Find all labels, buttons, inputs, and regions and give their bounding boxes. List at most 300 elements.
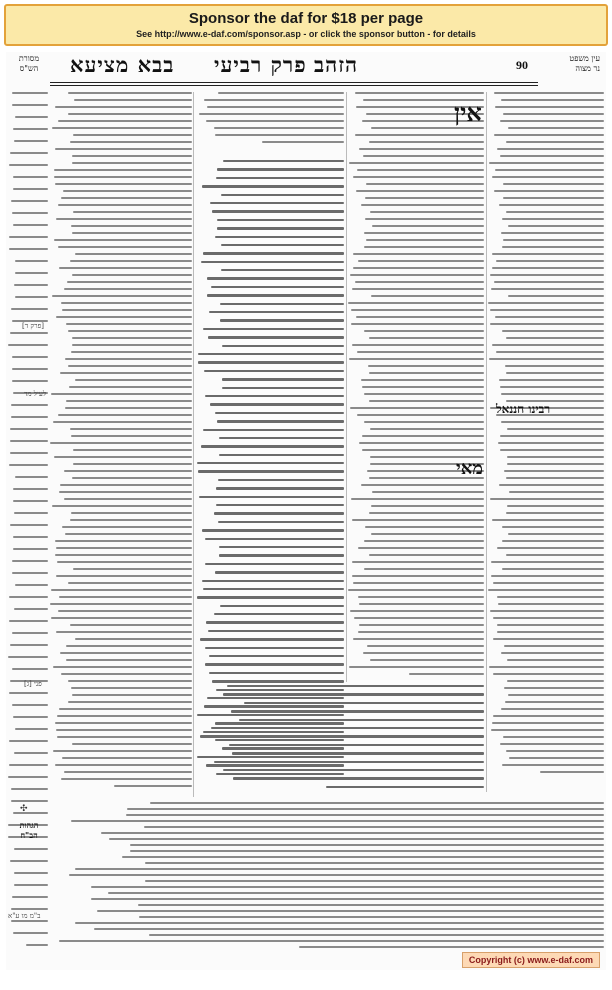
text-line (198, 470, 344, 472)
text-line (61, 778, 192, 780)
text-line (498, 603, 604, 605)
chapter-title: פרק רביעי (214, 52, 307, 77)
text-line (59, 491, 192, 493)
text-line (488, 589, 604, 591)
text-line (494, 281, 604, 283)
text-line (91, 898, 604, 900)
text-line (371, 505, 484, 507)
text-line (500, 155, 604, 157)
text-line (219, 546, 344, 548)
text-line (508, 694, 604, 696)
text-line (55, 722, 192, 724)
text-line (499, 379, 604, 381)
text-line (72, 694, 192, 696)
text-line (208, 336, 344, 338)
text-line (369, 512, 484, 514)
text-line (227, 685, 484, 687)
text-line (73, 134, 192, 136)
text-line (73, 211, 192, 213)
text-line (490, 309, 604, 311)
text-line (216, 504, 344, 506)
text-line (365, 197, 484, 199)
text-line (358, 260, 484, 262)
text-line (212, 680, 344, 682)
text-line (501, 421, 604, 423)
text-line (14, 284, 48, 286)
text-line (150, 802, 605, 804)
text-line (13, 224, 48, 226)
text-line (70, 141, 192, 143)
text-line (9, 596, 48, 598)
text-line (507, 680, 604, 682)
text-line (490, 610, 604, 612)
text-line (205, 663, 344, 665)
text-line (52, 295, 192, 297)
text-line (502, 764, 604, 766)
text-line (114, 785, 192, 787)
text-line (500, 743, 604, 745)
text-line (12, 560, 48, 562)
text-line (503, 197, 604, 199)
text-line (215, 412, 344, 414)
text-line (489, 162, 604, 164)
text-line (500, 120, 604, 122)
text-line (61, 302, 192, 304)
text-line (59, 708, 192, 710)
text-line (214, 613, 344, 615)
text-line (210, 202, 344, 204)
divider-2 (346, 92, 347, 682)
text-line (495, 106, 604, 108)
divider-1 (193, 92, 194, 797)
text-line (62, 757, 192, 759)
text-line (220, 319, 344, 321)
text-line (199, 113, 344, 115)
text-line (12, 212, 48, 214)
text-line (58, 414, 192, 416)
text-line (244, 702, 484, 704)
text-line (214, 127, 344, 129)
text-line (9, 740, 48, 742)
text-line (53, 421, 192, 423)
text-line (501, 99, 604, 101)
text-line (369, 141, 484, 143)
text-line (12, 92, 48, 94)
text-line (507, 463, 604, 465)
text-line (490, 323, 604, 325)
text-line (11, 800, 49, 802)
text-line (506, 141, 604, 143)
rashi-column (348, 92, 484, 682)
text-line (500, 386, 604, 388)
text-line (14, 872, 48, 874)
text-line (364, 246, 484, 248)
text-line (14, 512, 48, 514)
text-line (352, 575, 484, 577)
text-line (221, 244, 344, 246)
text-line (351, 309, 484, 311)
text-line (144, 826, 604, 828)
text-line (368, 365, 484, 367)
text-line (509, 757, 604, 759)
text-line (503, 239, 604, 241)
text-line (201, 261, 344, 263)
text-line (59, 267, 192, 269)
text-line (9, 692, 48, 694)
text-line (497, 596, 604, 598)
text-line (50, 442, 192, 444)
text-line (69, 874, 604, 876)
text-line (130, 844, 604, 846)
text-line (361, 484, 484, 486)
text-line (366, 183, 484, 185)
text-line (66, 645, 192, 647)
text-line (97, 910, 604, 912)
page-number: 90 (516, 58, 528, 72)
text-line (205, 538, 344, 540)
text-line (57, 715, 192, 717)
second-opening-word: מאי (456, 458, 483, 479)
text-line (72, 743, 192, 745)
text-line (56, 575, 192, 577)
text-line (350, 407, 484, 409)
text-line (372, 225, 484, 227)
text-line (206, 621, 344, 623)
text-line (350, 274, 484, 276)
text-line (219, 437, 344, 439)
text-line (198, 361, 344, 363)
text-line (55, 764, 192, 766)
text-line (207, 106, 344, 108)
text-line (363, 652, 484, 654)
text-line (497, 148, 604, 150)
text-line (60, 652, 192, 654)
text-line (15, 728, 48, 730)
text-line (351, 498, 484, 500)
text-line (507, 659, 604, 661)
text-line (363, 155, 484, 157)
text-line (359, 624, 484, 626)
text-line (14, 884, 48, 886)
text-line (222, 378, 344, 380)
text-line (10, 860, 48, 862)
text-line (506, 211, 604, 213)
text-line (91, 886, 604, 888)
text-line (11, 416, 48, 418)
text-line (199, 496, 344, 498)
text-line (204, 99, 344, 101)
text-line (356, 190, 484, 192)
text-line (499, 204, 604, 206)
text-line (139, 916, 604, 918)
text-line (222, 345, 344, 347)
text-line (71, 687, 192, 689)
text-line (502, 568, 604, 570)
text-line (9, 248, 48, 250)
rabbenu-chananel-heading: רבינו חננאל (496, 402, 551, 416)
text-line (492, 722, 604, 724)
text-line (8, 656, 48, 658)
text-line (53, 666, 192, 668)
text-line (14, 608, 48, 610)
text-line (73, 463, 192, 465)
text-line (68, 365, 192, 367)
text-line (12, 632, 48, 634)
text-line (223, 769, 484, 771)
text-line (218, 521, 344, 523)
text-line (503, 736, 604, 738)
sponsor-banner[interactable] (4, 4, 608, 46)
text-line (60, 484, 192, 486)
text-line (68, 582, 192, 584)
text-line (64, 470, 192, 472)
text-line (353, 176, 484, 178)
text-line (72, 344, 192, 346)
text-line (494, 190, 604, 192)
text-line (58, 246, 192, 248)
text-line (233, 777, 484, 779)
text-line (11, 200, 48, 202)
text-line (14, 140, 48, 142)
text-line (502, 330, 604, 332)
text-line (353, 638, 484, 640)
text-line (9, 464, 48, 466)
text-line (219, 454, 344, 456)
text-line (501, 393, 604, 395)
text-line (502, 246, 604, 248)
text-line (204, 370, 344, 372)
text-line (10, 524, 48, 526)
text-line (13, 536, 48, 538)
margin-note-1: [פרק ד] (22, 322, 44, 330)
text-line (14, 848, 48, 850)
text-line (215, 134, 344, 136)
text-line (10, 428, 48, 430)
text-line (13, 128, 48, 130)
text-line (504, 470, 604, 472)
text-line (505, 701, 604, 703)
text-line (218, 479, 344, 481)
text-line (54, 456, 192, 458)
text-line (70, 624, 192, 626)
text-line (359, 442, 484, 444)
text-line (59, 940, 604, 942)
text-line (217, 168, 344, 170)
text-line (490, 274, 604, 276)
text-line (13, 548, 48, 550)
text-line (9, 236, 48, 238)
text-line (504, 687, 604, 689)
text-line (12, 356, 48, 358)
text-line (221, 194, 344, 196)
text-line (67, 281, 192, 283)
divider-3 (486, 92, 487, 792)
text-line (202, 580, 344, 582)
text-line (348, 302, 484, 304)
text-line (127, 808, 604, 810)
text-line (357, 169, 484, 171)
opening-word: אין (454, 98, 482, 127)
margin-note-2: לעיל מד (24, 390, 47, 398)
text-line (197, 462, 344, 464)
text-line (231, 710, 484, 712)
text-line (355, 134, 484, 136)
text-line (130, 850, 604, 852)
text-line (51, 393, 192, 395)
ein-mishpat-label: עין משפט נר מצוה (569, 54, 600, 73)
text-line (72, 232, 192, 234)
text-line (352, 344, 484, 346)
text-line (13, 812, 48, 814)
text-line (504, 645, 604, 647)
text-line (506, 337, 604, 339)
text-line (409, 673, 484, 675)
text-line (72, 155, 192, 157)
text-line (506, 477, 604, 479)
text-line (209, 655, 344, 657)
text-line (198, 353, 344, 355)
text-line (355, 92, 484, 94)
text-line (506, 554, 604, 556)
copyright-notice[interactable]: Copyright (c) www.e-daf.com (462, 952, 600, 968)
text-line (218, 92, 344, 94)
text-line (507, 505, 604, 507)
text-line (209, 672, 344, 674)
text-line (361, 204, 484, 206)
text-line (10, 152, 48, 154)
text-line (66, 400, 192, 402)
text-line (495, 169, 604, 171)
text-line (210, 403, 344, 405)
text-line (61, 673, 192, 675)
text-line (9, 164, 48, 166)
text-line (352, 561, 484, 563)
sponsor-subtitle[interactable]: See http://www.e-daf.com/sponsor.asp - or click the sponsor button - for details (136, 29, 476, 39)
text-line (508, 533, 604, 535)
text-line (491, 729, 604, 731)
text-line (11, 788, 48, 790)
tosafot-column (50, 92, 192, 797)
text-line (215, 236, 344, 238)
text-line (56, 547, 192, 549)
text-line (217, 219, 344, 221)
text-line (68, 92, 192, 94)
text-line (506, 750, 604, 752)
text-line (15, 296, 48, 298)
text-line (101, 832, 604, 834)
text-line (370, 211, 484, 213)
text-line (75, 253, 192, 255)
text-line (203, 252, 344, 254)
text-line (55, 106, 192, 108)
text-line (355, 281, 484, 283)
text-line (11, 308, 48, 310)
text-line (14, 752, 48, 754)
text-line (502, 526, 604, 528)
text-line (72, 337, 192, 339)
text-line (370, 659, 484, 661)
text-line (492, 176, 604, 178)
text-line (55, 148, 192, 150)
text-line (498, 442, 604, 444)
text-line (73, 449, 192, 451)
text-line (354, 617, 484, 619)
text-line (55, 554, 192, 556)
text-line (64, 288, 192, 290)
text-line (493, 715, 604, 717)
text-line (357, 351, 484, 353)
text-line (362, 386, 484, 388)
text-line (149, 934, 604, 936)
text-line (11, 920, 48, 922)
text-line (13, 188, 48, 190)
text-line (495, 316, 604, 318)
text-line (492, 267, 604, 269)
text-line (358, 631, 484, 633)
text-line (94, 928, 604, 930)
text-line (10, 452, 48, 454)
talmud-page (6, 52, 606, 970)
text-line (365, 526, 484, 528)
text-line (356, 316, 484, 318)
text-line (489, 666, 604, 668)
text-line (200, 638, 344, 640)
text-line (359, 603, 484, 605)
text-line (211, 727, 484, 729)
text-line (69, 386, 192, 388)
sponsor-title[interactable]: Sponsor the daf for $18 per page (188, 10, 424, 27)
text-line (10, 644, 48, 646)
text-line (64, 498, 192, 500)
text-line (68, 330, 192, 332)
text-line (215, 571, 344, 573)
text-line (502, 540, 604, 542)
text-line (9, 620, 48, 622)
text-line (203, 588, 344, 590)
text-line (13, 176, 48, 178)
text-line (63, 190, 192, 192)
text-line (491, 288, 604, 290)
text-line (364, 421, 484, 423)
text-line (209, 311, 344, 313)
text-line (232, 752, 484, 754)
text-line (68, 701, 192, 703)
text-line (70, 260, 192, 262)
text-line (203, 328, 344, 330)
text-line (492, 253, 604, 255)
text-line (358, 596, 484, 598)
text-line (52, 505, 192, 507)
text-line (497, 631, 604, 633)
text-line (494, 92, 604, 94)
text-line (364, 568, 484, 570)
text-line (508, 127, 604, 129)
text-line (508, 295, 604, 297)
gemara-wide-block (196, 685, 484, 795)
text-line (217, 420, 344, 422)
text-line (205, 647, 344, 649)
text-line (62, 526, 192, 528)
text-line (12, 572, 48, 574)
text-line (205, 563, 344, 565)
text-line (52, 127, 192, 129)
text-line (122, 856, 604, 858)
text-line (73, 568, 192, 570)
text-line (74, 99, 192, 101)
text-line (506, 372, 604, 374)
text-line (64, 771, 192, 773)
text-line (353, 582, 484, 584)
